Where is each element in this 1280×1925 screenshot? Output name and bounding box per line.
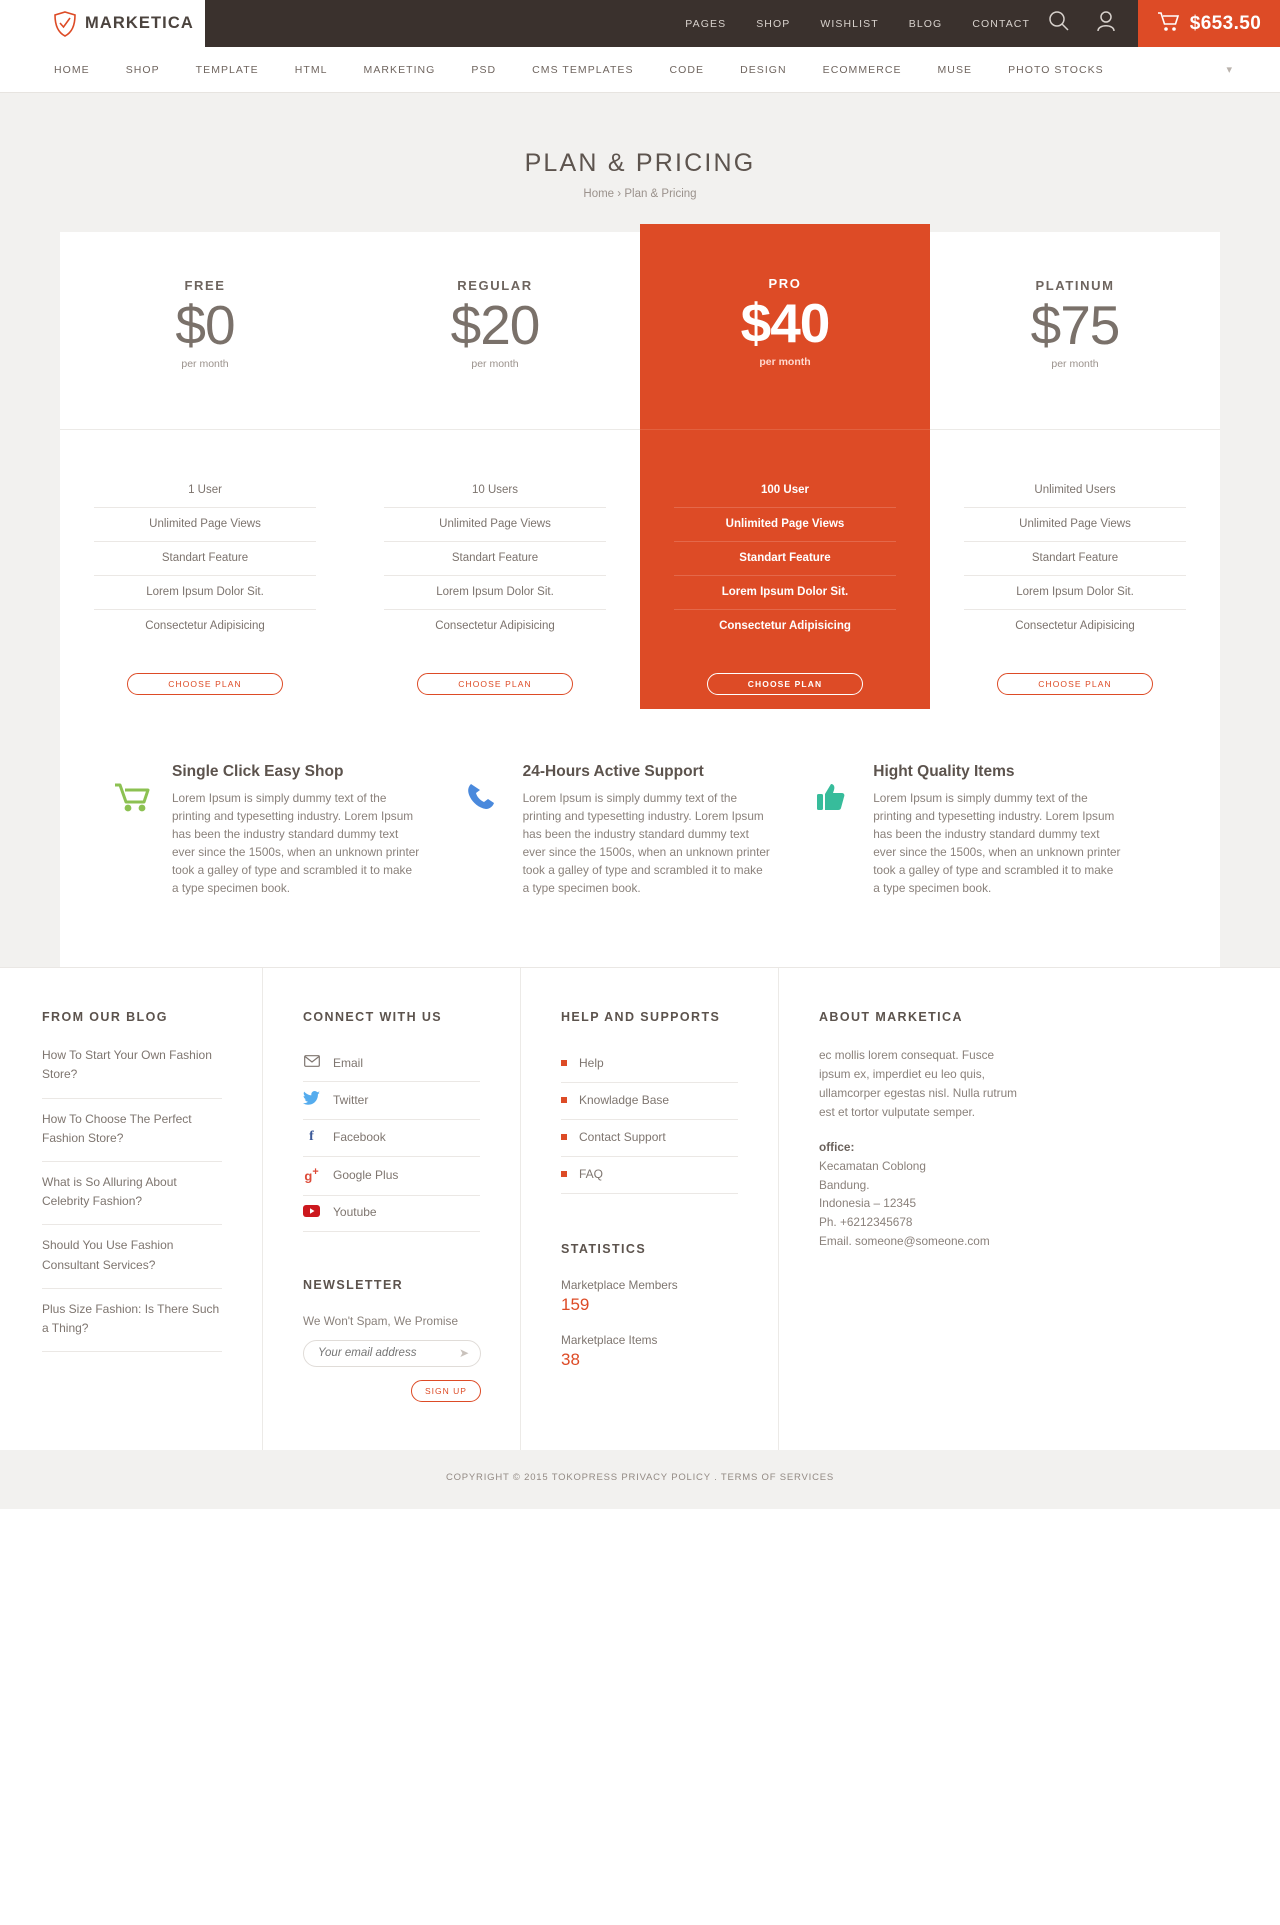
footer-social-list (303, 1046, 480, 1231)
plan-feature: Consectetur Adipisicing (145, 620, 265, 632)
plan-feature: Standart Feature (384, 542, 606, 576)
social-label: Facebook (333, 1130, 386, 1145)
plan-header (930, 232, 1220, 430)
pricing-plan-regular (350, 232, 640, 709)
list-item[interactable] (303, 1157, 480, 1195)
plan-body (350, 430, 640, 695)
footer-heading-help: HELP AND SUPPORTS (561, 1010, 721, 1025)
social-label: Google Plus (333, 1167, 399, 1182)
plan-feature: Unlimited Users (964, 474, 1186, 508)
list-item[interactable]: What is So Alluring About Celebrity Fashion? (42, 1162, 222, 1225)
stat-label: Marketplace Items (561, 1333, 658, 1348)
plan-name: REGULAR (457, 278, 533, 293)
top-icon-group (1048, 0, 1138, 47)
cart-icon (1157, 11, 1180, 37)
twitter-icon (303, 1091, 320, 1108)
plan-header (640, 224, 930, 430)
pricing-plan-pro (640, 224, 930, 709)
top-nav-item-shop[interactable]: SHOP (756, 17, 791, 30)
plan-name: FREE (184, 278, 226, 293)
plan-price: $20 (450, 294, 540, 356)
benefit-item (465, 763, 816, 897)
newsletter-form (303, 1340, 481, 1367)
plan-name: PLATINUM (1035, 278, 1115, 293)
about-office (819, 1138, 1240, 1251)
nav-item-html[interactable]: HTML (294, 63, 328, 76)
newsletter-signup-button[interactable]: SIGN UP (411, 1380, 481, 1402)
list-item[interactable] (303, 1082, 480, 1120)
cart-total: $653.50 (1189, 12, 1262, 34)
footer-about-column (778, 968, 1280, 1449)
list-item[interactable]: Should You Use Fashion Consultant Services? (42, 1225, 222, 1288)
about-office-label: office: (819, 1139, 855, 1154)
benefit-text: Lorem Ipsum is simply dummy text of the printing and typesetting industry. Lorem Ipsum has been the industry standard dummy text ever since the 1500s, when an unknown printer took a galley of type and scrambled it to make a type specimen book. (522, 791, 770, 896)
plan-feature: Standart Feature (674, 542, 896, 576)
plan-feature: Unlimited Page Views (964, 508, 1186, 542)
nav-item-template[interactable]: TEMPLATE (195, 63, 259, 76)
social-label: Email (333, 1055, 364, 1070)
plan-header (350, 232, 640, 430)
privacy-policy-link[interactable]: PRIVACY POLICY (621, 1471, 711, 1483)
pricing-plan-platinum (930, 232, 1220, 709)
about-text: ec mollis lorem consequat. Fusce ipsum ex, imperdiet eu leo quis, ullamcorper egestas nisl. Nulla rutrum est et tortor vulputate semper. (819, 1048, 1018, 1119)
about-office-line: Indonesia – 12345 (819, 1196, 917, 1211)
benefit-item (815, 763, 1166, 897)
choose-plan-button-free[interactable]: CHOOSE PLAN (127, 673, 283, 695)
site-footer (0, 967, 1280, 1449)
benefit-title: Single Click Easy Shop (172, 763, 344, 780)
plan-feature-list (94, 474, 316, 643)
plan-feature: 1 User (94, 474, 316, 508)
stat-row (561, 1278, 738, 1315)
plan-body (60, 430, 350, 695)
google-plus-icon: g+ (304, 1166, 319, 1184)
main-nav (0, 47, 1280, 93)
plan-feature: Consectetur Adipisicing (435, 620, 555, 632)
nav-item-ecommerce[interactable]: ECOMMERCE (822, 63, 902, 76)
nav-item-design[interactable]: DESIGN (740, 63, 787, 76)
cart-button[interactable] (1138, 0, 1280, 47)
pricing-plan-free (60, 232, 350, 709)
nav-item-photo-stocks[interactable]: PHOTO STOCKS (1008, 63, 1104, 76)
phone-icon (465, 763, 507, 897)
benefit-text: Lorem Ipsum is simply dummy text of the printing and typesetting industry. Lorem Ipsum has been the industry standard dummy text ever since the 1500s, when an unknown printer took a galley of type and scrambled it to make a type specimen book. (873, 791, 1121, 896)
about-office-line: Bandung. (819, 1177, 870, 1192)
list-item[interactable] (561, 1157, 738, 1194)
footer-help-list (561, 1046, 738, 1194)
plan-feature: Lorem Ipsum Dolor Sit. (384, 576, 606, 610)
plan-feature: 100 User (674, 474, 896, 508)
plan-period: per month (1051, 357, 1099, 370)
paper-plane-icon: ➤ (458, 1345, 469, 1360)
nav-item-home[interactable]: HOME (54, 63, 90, 76)
footer-heading-about: ABOUT MARKETICA (819, 1010, 963, 1025)
plan-feature: Standart Feature (964, 542, 1186, 576)
benefit-title: Hight Quality Items (873, 763, 1015, 780)
help-label: Help (579, 1056, 604, 1071)
list-item[interactable] (303, 1196, 480, 1232)
plan-feature: Unlimited Page Views (384, 508, 606, 542)
choose-plan-button-regular[interactable]: CHOOSE PLAN (417, 673, 573, 695)
footer-blog-list (42, 1046, 222, 1352)
footer-help-column (520, 968, 778, 1449)
breadcrumb (0, 188, 1280, 200)
logo-text: MARKETICA (85, 14, 194, 32)
benefit-text: Lorem Ipsum is simply dummy text of the printing and typesetting industry. Lorem Ipsum has been the industry standard dummy text ever since the 1500s, when an unknown printer took a galley of type and scrambled it to make a type specimen book. (172, 791, 420, 896)
help-label: FAQ (579, 1167, 604, 1182)
top-nav-item-wishlist[interactable]: WISHLIST (820, 17, 879, 30)
square-bullet-icon (561, 1134, 567, 1140)
plan-body (640, 430, 930, 695)
user-icon[interactable] (1096, 10, 1116, 37)
breadcrumb-current: Plan & Pricing (624, 188, 697, 200)
content-card (60, 232, 1220, 967)
thumbs-up-icon (815, 763, 857, 897)
plan-feature-list (964, 474, 1186, 643)
square-bullet-icon (561, 1097, 567, 1103)
about-office-line: Email. someone@someone.com (819, 1234, 990, 1249)
nav-item-code[interactable]: CODE (669, 63, 705, 76)
plan-header (60, 232, 350, 430)
copyright-separator: . (714, 1471, 718, 1483)
plan-feature-list (674, 474, 896, 643)
footer-heading-statistics: STATISTICS (561, 1242, 647, 1257)
plan-period: per month (471, 357, 519, 370)
plan-feature: Consectetur Adipisicing (719, 620, 851, 632)
footer-heading-connect: CONNECT WITH US (303, 1010, 443, 1025)
benefits-section (60, 709, 1220, 967)
footer-heading-blog: FROM OUR BLOG (42, 1010, 168, 1025)
logo[interactable] (0, 0, 205, 47)
newsletter-email-input[interactable] (303, 1340, 481, 1367)
plan-feature: Standart Feature (94, 542, 316, 576)
newsletter-subtitle: We Won't Spam, We Promise (303, 1313, 459, 1328)
breadcrumb-home[interactable]: Home (583, 188, 615, 200)
plan-feature: Lorem Ipsum Dolor Sit. (964, 576, 1186, 610)
plan-price: $0 (175, 294, 235, 356)
help-label: Contact Support (579, 1130, 666, 1145)
list-item[interactable] (561, 1120, 738, 1157)
shield-check-icon (54, 11, 76, 37)
plan-period: per month (181, 357, 229, 370)
nav-item-marketing[interactable]: MARKETING (363, 63, 436, 76)
top-bar (0, 0, 1280, 47)
choose-plan-button-pro[interactable]: CHOOSE PLAN (707, 673, 863, 695)
plan-price: $40 (740, 292, 830, 354)
list-item[interactable]: How To Start Your Own Fashion Store? (42, 1046, 222, 1098)
page-header (0, 93, 1280, 232)
square-bullet-icon (561, 1060, 567, 1066)
envelope-icon (303, 1055, 320, 1070)
about-office-line: Kecamatan Coblong (819, 1158, 926, 1173)
plan-feature: 10 Users (384, 474, 606, 508)
list-item[interactable] (561, 1083, 738, 1120)
terms-of-services-link[interactable]: TERMS OF SERVICES (720, 1471, 835, 1483)
copyright-bar (0, 1450, 1280, 1509)
list-item[interactable] (561, 1046, 738, 1083)
social-label: Twitter (333, 1092, 369, 1107)
plan-price: $75 (1030, 294, 1120, 356)
nav-item-muse[interactable]: MUSE (937, 63, 973, 76)
plan-feature-list (384, 474, 606, 643)
nav-item-psd[interactable]: PSD (471, 63, 497, 76)
copyright-text: COPYRIGHT © 2015 TOKOPRESS (445, 1471, 618, 1483)
footer-connect-column (262, 968, 520, 1449)
top-nav-item-pages[interactable]: PAGES (685, 17, 727, 30)
choose-plan-button-platinum[interactable]: CHOOSE PLAN (997, 673, 1153, 695)
plan-period: per month (759, 355, 811, 368)
plan-feature: Consectetur Adipisicing (1015, 620, 1135, 632)
plan-feature: Unlimited Page Views (674, 508, 896, 542)
top-nav-item-blog[interactable]: BLOG (908, 17, 943, 30)
facebook-icon: f (309, 1129, 314, 1145)
nav-item-shop[interactable]: SHOP (125, 63, 160, 76)
pricing-table (60, 232, 1220, 709)
stat-row (561, 1333, 738, 1370)
square-bullet-icon (561, 1171, 567, 1177)
top-nav-item-contact[interactable]: CONTACT (972, 17, 1030, 30)
stat-value: 159 (561, 1295, 590, 1315)
nav-item-cms-templates[interactable]: CMS TEMPLATES (532, 63, 634, 76)
benefit-item (114, 763, 465, 897)
benefit-title: 24-Hours Active Support (522, 763, 704, 780)
page-title: PLAN & PRICING (524, 149, 756, 177)
list-item[interactable]: Plus Size Fashion: Is There Such a Thing? (42, 1289, 222, 1352)
about-office-line: Ph. +6212345678 (819, 1215, 913, 1230)
top-nav (205, 0, 1048, 47)
list-item[interactable] (303, 1120, 480, 1157)
social-label: Youtube (333, 1205, 377, 1220)
shopping-cart-icon (114, 763, 156, 897)
plan-feature: Lorem Ipsum Dolor Sit. (674, 576, 896, 610)
help-label: Knowladge Base (579, 1093, 670, 1108)
plan-name: PRO (768, 276, 802, 291)
plan-feature: Lorem Ipsum Dolor Sit. (94, 576, 316, 610)
list-item[interactable] (303, 1046, 480, 1082)
stat-value: 38 (561, 1350, 580, 1370)
list-item[interactable]: How To Choose The Perfect Fashion Store? (42, 1099, 222, 1162)
breadcrumb-separator: › (617, 188, 622, 200)
plan-body (930, 430, 1220, 695)
search-icon[interactable] (1048, 10, 1070, 37)
chevron-down-icon[interactable]: ▾ (1226, 64, 1232, 76)
youtube-icon (303, 1205, 320, 1220)
plan-feature: Unlimited Page Views (94, 508, 316, 542)
footer-blog-column (0, 968, 262, 1449)
stat-label: Marketplace Members (561, 1278, 678, 1293)
footer-heading-newsletter: NEWSLETTER (303, 1277, 404, 1292)
